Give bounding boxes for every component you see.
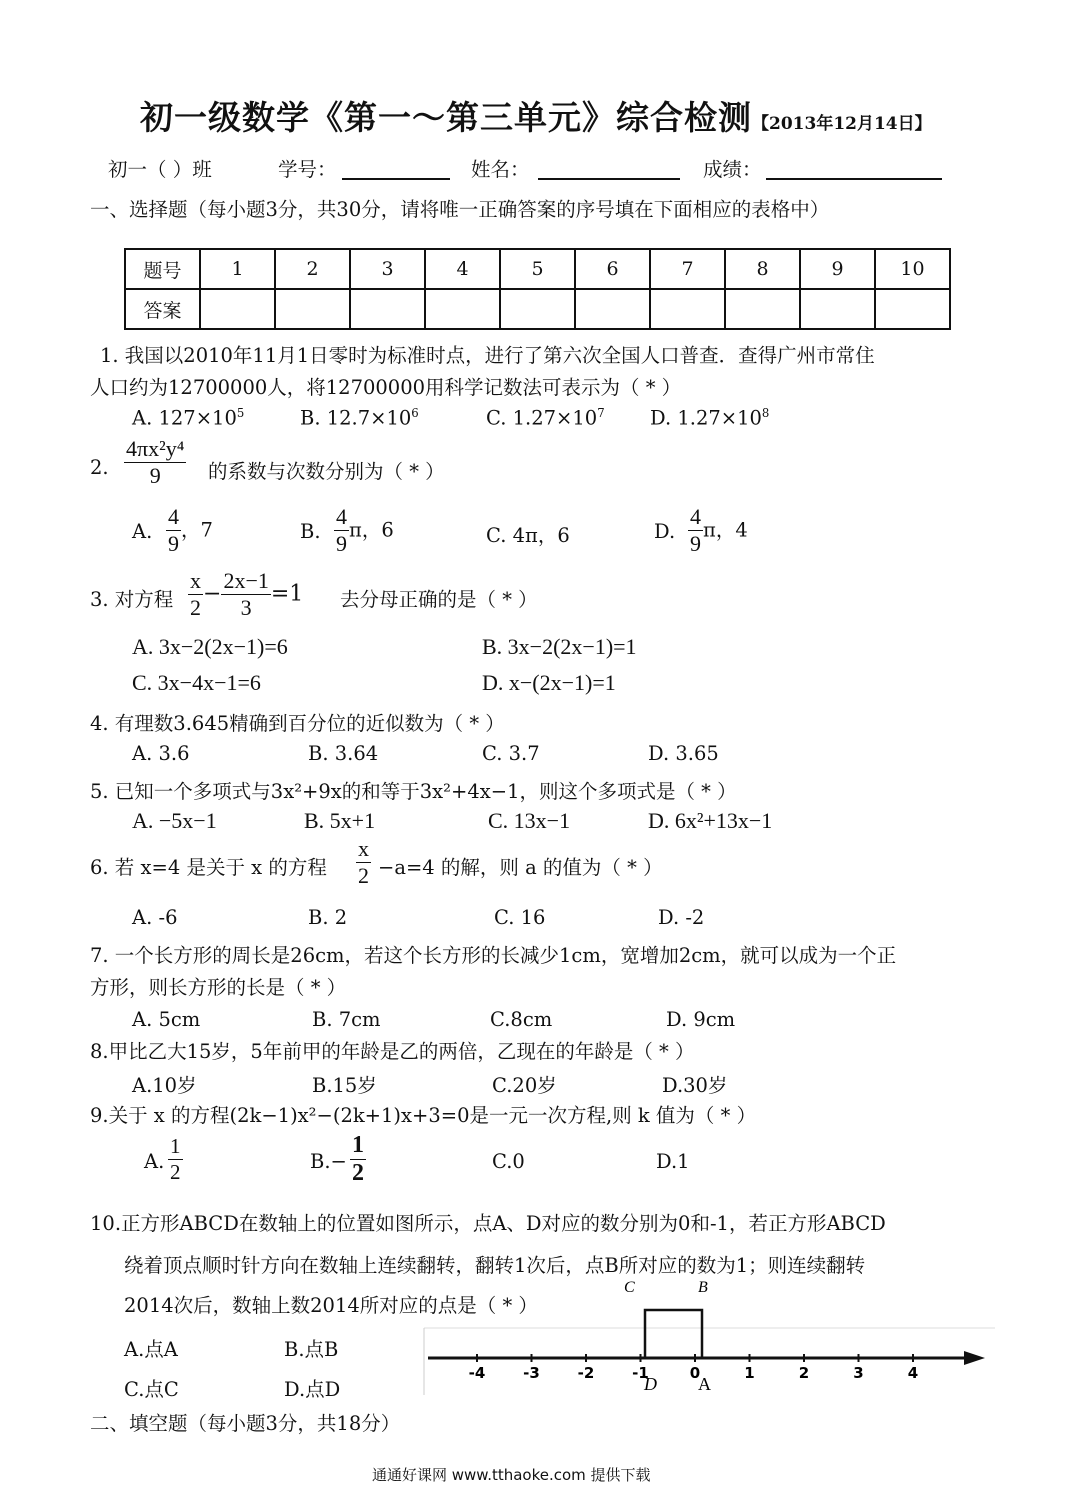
q3-f1-den: 2	[190, 595, 201, 620]
square-abcd	[645, 1310, 702, 1358]
q2-b-den: 9	[336, 531, 347, 556]
answer-cell[interactable]	[875, 289, 950, 329]
q10-line3: 2014次后，数轴上数2014所对应的点是（ * ）	[124, 1294, 538, 1317]
q2-d-label: D.	[654, 520, 676, 543]
q9-a-num: 1	[170, 1134, 181, 1158]
answer-cell[interactable]	[800, 289, 875, 329]
q1-a-exp: 5	[236, 406, 245, 420]
q6-post: −a=4 的解，则 a 的值为（ * ）	[378, 856, 663, 879]
table-cell: 6	[575, 249, 650, 289]
q1-a-text: A. 127×10	[132, 406, 237, 430]
student-id-label: 学号：	[278, 158, 337, 181]
q2-number: 2.	[90, 456, 109, 479]
q1-b-exp: 6	[411, 406, 419, 420]
q1-option-a	[132, 406, 244, 430]
q3-option-c: C. 3x−4x−1=6	[132, 670, 261, 695]
q9-b-label: B.−	[310, 1150, 347, 1173]
q8-option-b: B.15岁	[312, 1074, 377, 1097]
q9-b-num: 1	[352, 1132, 364, 1158]
q7-option-d: D. 9cm	[666, 1008, 736, 1031]
q2-b-label: B.	[300, 520, 321, 543]
q10-option-a: A.点A	[124, 1338, 178, 1361]
q1-b-text: B. 12.7×10	[300, 406, 412, 430]
q1-option-d	[650, 406, 769, 430]
title-date: 【2013年12月14日】	[752, 114, 932, 134]
label-b: B	[698, 1279, 708, 1296]
table-cell: 9	[800, 249, 875, 289]
q4-option-b: B. 3.64	[308, 742, 379, 765]
q1-c-text: C. 1.27×10	[486, 406, 598, 430]
q9-option-b	[350, 1132, 366, 1187]
table-cell: 3	[350, 249, 425, 289]
q2-option-b	[334, 504, 394, 557]
answer-cell[interactable]	[575, 289, 650, 329]
q1-option-c	[486, 406, 605, 430]
q8-option-a: A.10岁	[132, 1074, 197, 1097]
q5-text: 5. 已知一个多项式与3x²+9x的和等于3x²+4x−1，则这个多项式是（ * ）	[90, 780, 737, 803]
q5-option-d: D. 6x²+13x−1	[648, 808, 773, 833]
table-row-answers	[125, 289, 950, 329]
class-label: 初一（ ）班	[108, 158, 212, 181]
tick-label: -3	[523, 1364, 540, 1382]
q3-equation	[188, 568, 303, 621]
q2-a-num: 4	[168, 504, 179, 529]
q6-option-a: A. -6	[132, 906, 178, 929]
tick-label: -1	[632, 1364, 649, 1382]
table-cell: 10	[875, 249, 950, 289]
q3-intro: 3. 对方程	[90, 588, 174, 611]
tick-label: 2	[798, 1364, 810, 1382]
q10-option-c: C.点C	[124, 1378, 179, 1401]
q2-text: 的系数与次数分别为（ * ）	[208, 460, 445, 483]
q3-option-d: D. x−(2x−1)=1	[482, 670, 616, 695]
q2-a-rest: ，7	[181, 518, 213, 542]
label-d: D	[644, 1374, 657, 1394]
answer-cell[interactable]	[725, 289, 800, 329]
tick-label: 3	[853, 1364, 864, 1382]
q7-line1: 7. 一个长方形的周长是26cm，若这个长方形的长减少1cm，宽增加2cm，就可以成为一个正	[90, 944, 897, 967]
q2-fraction	[124, 436, 186, 489]
q2-a-den: 9	[168, 531, 179, 556]
q2-option-c: C. 4π，6	[486, 524, 570, 547]
q2-d-den: 9	[690, 531, 701, 556]
q5-option-b: B. 5x+1	[304, 808, 376, 833]
row-label-number: 题号	[125, 249, 200, 289]
q1-d-text: D. 1.27×10	[650, 406, 762, 430]
table-row-numbers	[125, 249, 950, 289]
answer-cell[interactable]	[275, 289, 350, 329]
answer-table	[124, 248, 951, 330]
q3-f2-den: 3	[240, 595, 252, 620]
number-line-arrow-icon	[964, 1351, 985, 1365]
table-cell: 4	[425, 249, 500, 289]
q3-text: 去分母正确的是（ * ）	[340, 588, 538, 611]
table-cell: 1	[200, 249, 275, 289]
q3-eq: =1	[270, 581, 304, 607]
q5-option-c: C. 13x−1	[488, 808, 571, 833]
q6-option-c: C. 16	[494, 906, 546, 929]
q8-option-c: C.20岁	[492, 1074, 557, 1097]
tick-label: 1	[744, 1364, 755, 1382]
tick-label: 4	[907, 1364, 919, 1382]
answer-cell[interactable]	[350, 289, 425, 329]
number-line-figure	[420, 1270, 1000, 1400]
q9-option-d: D.1	[656, 1150, 690, 1173]
answer-cell[interactable]	[650, 289, 725, 329]
table-cell: 2	[275, 249, 350, 289]
q3-f1-num: x	[190, 568, 201, 593]
q2-a-label: A.	[132, 520, 153, 543]
table-cell: 5	[500, 249, 575, 289]
page-title	[140, 92, 932, 139]
q2-frac-num: 4πx²y⁴	[126, 436, 185, 461]
q1-line2: 人口约为12700000人，将12700000用科学记数法可表示为（ * ）	[90, 376, 682, 399]
q6-fraction	[356, 836, 371, 889]
table-cell: 7	[650, 249, 725, 289]
q2-d-num: 4	[690, 504, 701, 529]
student-id-field[interactable]	[342, 156, 450, 180]
q4-option-a: A. 3.6	[132, 742, 190, 765]
row-label-answer: 答案	[125, 289, 200, 329]
q9-a-label: A.	[144, 1150, 165, 1173]
page-footer: 通通好课网 www.tthaoke.com 提供下载	[372, 1466, 651, 1484]
q10-line1: 10.正方形ABCD在数轴上的位置如图所示，点A、D对应的数分别为0和-1，若正方形ABCD	[90, 1212, 886, 1235]
q1-d-exp: 8	[761, 406, 770, 420]
q9-a-den: 2	[170, 1160, 181, 1184]
q3-option-b: B. 3x−2(2x−1)=1	[482, 634, 637, 659]
q1-line1: 1. 我国以2010年11月1日零时为标准时点，进行了第六次全国人口普查．查得广州市常住	[100, 344, 875, 367]
q7-line2: 方形，则长方形的长是（ * ）	[90, 976, 347, 999]
q10-option-b: B.点B	[284, 1338, 339, 1361]
q1-option-b	[300, 406, 419, 430]
q2-b-rest: π，6	[349, 518, 394, 542]
q7-option-c: C.8cm	[490, 1008, 553, 1031]
answer-cell[interactable]	[425, 289, 500, 329]
q6-pre: 6. 若 x=4 是关于 x 的方程	[90, 856, 327, 879]
q7-option-b: B. 7cm	[312, 1008, 381, 1031]
q2-b-num: 4	[336, 504, 347, 529]
tick-label: 0	[689, 1364, 701, 1382]
q3-minus: −	[203, 581, 222, 607]
score-label: 成绩：	[703, 158, 762, 181]
q2-d-rest: π，4	[703, 518, 748, 542]
answer-cell[interactable]	[200, 289, 275, 329]
q2-option-d	[688, 504, 748, 557]
q6-f-num: x	[358, 836, 369, 861]
q1-c-exp: 7	[597, 406, 605, 420]
table-cell: 8	[725, 249, 800, 289]
tick-label: -2	[577, 1364, 595, 1382]
q6-option-d: D. -2	[658, 906, 705, 929]
label-a: A	[698, 1374, 711, 1394]
q10-option-d: D.点D	[284, 1378, 341, 1401]
q2-option-a	[166, 504, 213, 557]
q5-option-a: A. −5x−1	[132, 808, 217, 833]
q2-frac-den: 9	[149, 463, 161, 488]
q8-text: 8.甲比乙大15岁，5年前甲的年龄是乙的两倍，乙现在的年龄是（ * ）	[90, 1040, 695, 1063]
q10-line2: 绕着顶点顺时针方向在数轴上连续翻转，翻转1次后，点B所对应的数为1；则连续翻转	[124, 1254, 866, 1277]
q4-option-c: C. 3.7	[482, 742, 540, 765]
q8-option-d: D.30岁	[662, 1074, 728, 1097]
title-text: 初一级数学《第一～第三单元》综合检测	[140, 98, 752, 137]
q7-option-a: A. 5cm	[132, 1008, 201, 1031]
answer-cell[interactable]	[500, 289, 575, 329]
section2-heading: 二、填空题（每小题3分，共18分）	[90, 1412, 401, 1435]
q9-b-den: 2	[352, 1160, 364, 1186]
q4-option-d: D. 3.65	[648, 742, 719, 765]
q9-option-a	[168, 1134, 183, 1185]
score-field[interactable]	[766, 156, 942, 180]
label-c: C	[624, 1279, 635, 1296]
q9-option-c: C.0	[492, 1150, 525, 1173]
q9-text: 9.关于 x 的方程(2k−1)x²−(2k+1)x+3=0是一元一次方程,则 k 值为（ * ）	[90, 1104, 757, 1127]
section1-heading: 一、选择题（每小题3分，共30分，请将唯一正确答案的序号填在下面相应的表格中）	[90, 198, 830, 221]
q6-f-den: 2	[358, 863, 369, 888]
q4-text: 4. 有理数3.645精确到百分位的近似数为（ * ）	[90, 712, 505, 735]
tick-label: -4	[468, 1364, 486, 1382]
name-label: 姓名：	[471, 158, 530, 181]
q3-option-a: A. 3x−2(2x−1)=6	[132, 634, 288, 659]
q3-f2-num: 2x−1	[223, 568, 269, 593]
name-field[interactable]	[538, 156, 680, 180]
q6-option-b: B. 2	[308, 906, 348, 929]
